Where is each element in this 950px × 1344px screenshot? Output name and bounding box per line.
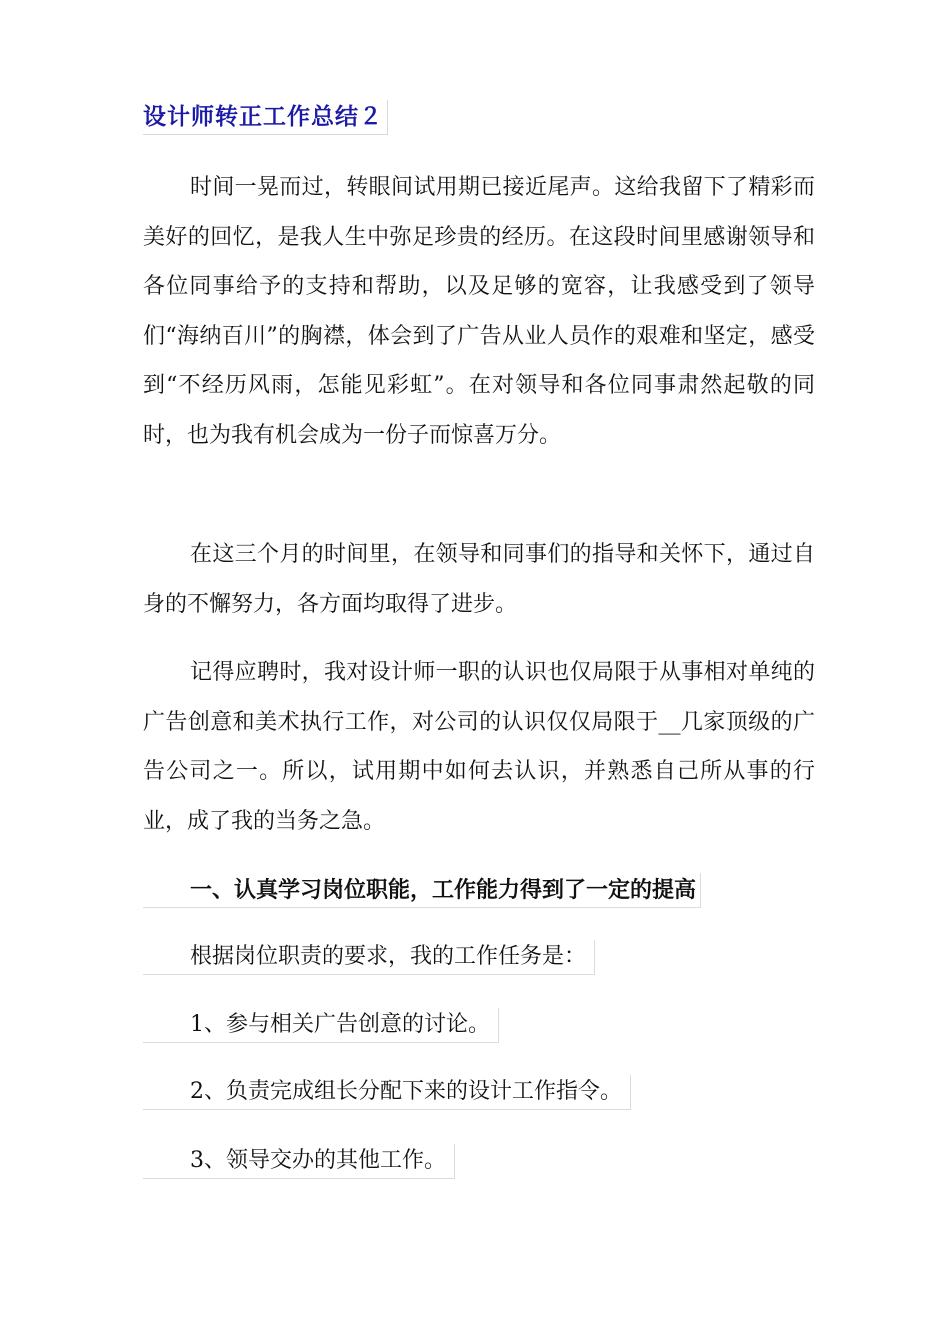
task-item: 2、负责完成组长分配下来的设计工作指令。 bbox=[143, 1075, 631, 1110]
section-heading: 一、认真学习岗位职能，工作能力得到了一定的提高 bbox=[143, 873, 701, 908]
paragraph-recruitment: 记得应聘时，我对设计师一职的认识也仅局限于从事相对单纯的广告创意和美术执行工作，对公司的认识仅仅局限于__几家顶级的广告公司之一。所以，试用期中如何去认识，并熟悉自己所从事的行业，成了我的当务之急。 bbox=[143, 660, 815, 834]
task-item: 1、参与相关广告创意的讨论。 bbox=[143, 1008, 499, 1043]
paragraph-intro: 时间一晃而过，转眼间试用期已接近尾声。这给我留下了精彩而美好的回忆，是我人生中弥足珍贵的经历。在这段时间里感谢领导和各位同事给予的支持和帮助，以及足够的宽容，让我感受到了领导们“海纳百川”的胸襟，体会到了广告从业人员作的艰难和坚定，感受到“不经历风雨，怎能见彩虹”。在对领导和各位同事肃然起敬的同时，也为我有机会成为一份子而惊喜万分。 bbox=[143, 175, 815, 448]
paragraph-progress: 在这三个月的时间里，在领导和同事们的指导和关怀下，通过自身的不懈努力，各方面均取得了进步。 bbox=[143, 542, 815, 617]
tasks-intro: 根据岗位职责的要求，我的工作任务是： bbox=[143, 940, 595, 975]
task-item: 3、领导交办的其他工作。 bbox=[143, 1144, 455, 1179]
document-title: 设计师转正工作总结２ bbox=[143, 100, 388, 135]
